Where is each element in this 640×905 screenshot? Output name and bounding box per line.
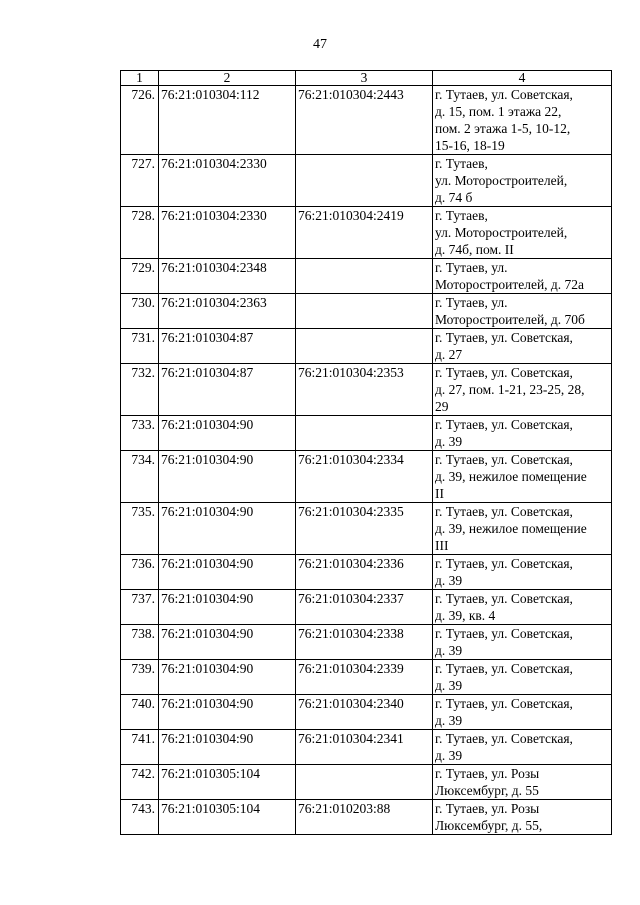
table-row [121,503,612,555]
table-row [121,800,612,835]
header-row [121,71,612,86]
table-row [121,86,612,155]
table-row [121,451,612,503]
parcel-cadastral-number: 76:21:010304:112 [159,86,296,155]
parcel-cadastral-number: 76:21:010304:90 [159,660,296,695]
object-cadastral-number: 76:21:010304:2443 [296,86,433,155]
table-row [121,155,612,207]
object-cadastral-number [296,259,433,294]
row-number: 730. [121,294,159,329]
row-number: 731. [121,329,159,364]
object-cadastral-number: 76:21:010304:2334 [296,451,433,503]
parcel-cadastral-number: 76:21:010304:2330 [159,207,296,259]
parcel-cadastral-number: 76:21:010304:2348 [159,259,296,294]
row-number: 728. [121,207,159,259]
parcel-cadastral-number: 76:21:010304:90 [159,555,296,590]
row-number: 733. [121,416,159,451]
address: г. Тутаев, ул. Моторостроителей, д. 72а [433,259,612,294]
object-cadastral-number: 76:21:010304:2336 [296,555,433,590]
object-cadastral-number: 76:21:010304:2341 [296,730,433,765]
table-row [121,625,612,660]
table-row [121,294,612,329]
address: г. Тутаев, ул. Советская, д. 39 [433,625,612,660]
parcel-cadastral-number: 76:21:010304:90 [159,695,296,730]
object-cadastral-number [296,294,433,329]
address: г. Тутаев, ул. Моторостроителей, д. 74б, пом. II [433,207,612,259]
row-number: 734. [121,451,159,503]
table-row [121,416,612,451]
address: г. Тутаев, ул. Советская, д. 39, кв. 4 [433,590,612,625]
header-cell-1: 1 [121,71,159,86]
parcel-cadastral-number: 76:21:010304:90 [159,503,296,555]
table-row [121,364,612,416]
table-row [121,259,612,294]
address: г. Тутаев, ул. Моторостроителей, д. 70б [433,294,612,329]
table-row [121,730,612,765]
registry-table [120,70,612,835]
row-number: 735. [121,503,159,555]
parcel-cadastral-number: 76:21:010304:90 [159,730,296,765]
object-cadastral-number [296,329,433,364]
parcel-cadastral-number: 76:21:010305:104 [159,800,296,835]
row-number: 737. [121,590,159,625]
parcel-cadastral-number: 76:21:010304:87 [159,329,296,364]
page-number: 47 [313,37,327,52]
header-cell-3: 3 [296,71,433,86]
object-cadastral-number: 76:21:010304:2340 [296,695,433,730]
parcel-cadastral-number: 76:21:010304:90 [159,416,296,451]
row-number: 732. [121,364,159,416]
address: г. Тутаев, ул. Советская, д. 39 [433,555,612,590]
table-row [121,660,612,695]
parcel-cadastral-number: 76:21:010304:90 [159,625,296,660]
parcel-cadastral-number: 76:21:010305:104 [159,765,296,800]
row-number: 727. [121,155,159,207]
address: г. Тутаев, ул. Советская, д. 39 [433,416,612,451]
address: г. Тутаев, ул. Советская, д. 39 [433,660,612,695]
address: г. Тутаев, ул. Советская, д. 27 [433,329,612,364]
row-number: 738. [121,625,159,660]
row-number: 743. [121,800,159,835]
object-cadastral-number: 76:21:010304:2338 [296,625,433,660]
row-number: 739. [121,660,159,695]
header-cell-2: 2 [159,71,296,86]
object-cadastral-number: 76:21:010304:2339 [296,660,433,695]
object-cadastral-number: 76:21:010304:2335 [296,503,433,555]
table-row [121,555,612,590]
table-row [121,765,612,800]
address: г. Тутаев, ул. Советская, д. 39, нежилое помещение III [433,503,612,555]
table-row [121,329,612,364]
parcel-cadastral-number: 76:21:010304:90 [159,451,296,503]
row-number: 729. [121,259,159,294]
object-cadastral-number [296,765,433,800]
table-row [121,590,612,625]
row-number: 741. [121,730,159,765]
table-row [121,695,612,730]
address: г. Тутаев, ул. Моторостроителей, д. 74 б [433,155,612,207]
address: г. Тутаев, ул. Советская, д. 39, нежилое помещение II [433,451,612,503]
parcel-cadastral-number: 76:21:010304:87 [159,364,296,416]
row-number: 736. [121,555,159,590]
parcel-cadastral-number: 76:21:010304:2330 [159,155,296,207]
address: г. Тутаев, ул. Советская, д. 39 [433,730,612,765]
header-cell-4: 4 [433,71,612,86]
table-body [121,86,612,835]
address: г. Тутаев, ул. Советская, д. 39 [433,695,612,730]
table-row [121,207,612,259]
row-number: 742. [121,765,159,800]
address: г. Тутаев, ул. Советская, д. 15, пом. 1 этажа 22, пом. 2 этажа 1-5, 10-12, 15-16, 18-19 [433,86,612,155]
object-cadastral-number: 76:21:010304:2353 [296,364,433,416]
parcel-cadastral-number: 76:21:010304:90 [159,590,296,625]
parcel-cadastral-number: 76:21:010304:2363 [159,294,296,329]
row-number: 740. [121,695,159,730]
object-cadastral-number: 76:21:010203:88 [296,800,433,835]
object-cadastral-number [296,155,433,207]
address: г. Тутаев, ул. Розы Люксембург, д. 55 [433,765,612,800]
row-number: 726. [121,86,159,155]
address: г. Тутаев, ул. Розы Люксембург, д. 55, [433,800,612,835]
object-cadastral-number: 76:21:010304:2337 [296,590,433,625]
object-cadastral-number [296,416,433,451]
object-cadastral-number: 76:21:010304:2419 [296,207,433,259]
address: г. Тутаев, ул. Советская, д. 27, пом. 1-21, 23-25, 28, 29 [433,364,612,416]
